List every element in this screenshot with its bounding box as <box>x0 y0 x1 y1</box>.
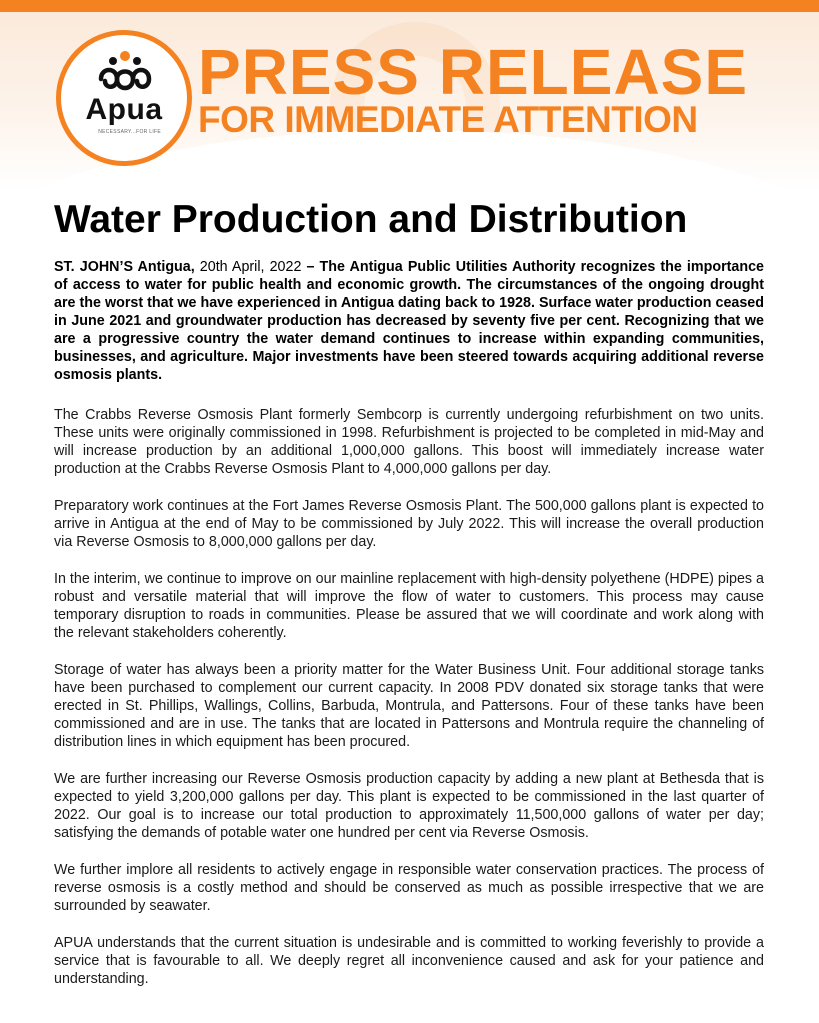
apua-logo-icon <box>97 49 153 95</box>
body-paragraph-storage: Storage of water has always been a priority matter for the Water Business Unit. Four additional storage tanks have been purchased to complement our current capacity. In 2008 PDV donated six storage tanks that were erected in St. Phillips, Wallings, Collins, Barbuda, Montrula, and Pattersons. Four of these tanks have been commissioned and are in use. The tanks that are located in Pattersons and Montrula require the channeling of distribution lines in which equipment has been procured. <box>54 662 764 750</box>
dateline: ST. JOHN’S Antigua, <box>54 259 195 275</box>
release-date: 20th April, 2022 <box>194 259 307 275</box>
body-paragraph-closing: APUA understands that the current situation is undesirable and is committed to working feverishly to provide a service that is favourable to all. We deeply regret all inconvenience caused and ask for your patience and understanding. <box>54 935 764 987</box>
body-paragraph-mainline: In the interim, we continue to improve on our mainline replacement with high-density polyethene (HDPE) pipes a robust and versatile material that will improve the flow of water to customers. This process may cause temporary disruption to roads in communities. Please be assured that we will coordinate and work along with the relevant stakeholders coherently. <box>54 571 764 641</box>
press-release-title: PRESS RELEASE <box>198 36 749 108</box>
logo-wordmark: Apua <box>85 93 163 126</box>
apua-logo <box>56 30 192 166</box>
lead-text: – The Antigua Public Utilities Authority recognizes the importance of access to water for public health and economic growth. The circumstances of the ongoing drought are the worst that we have experienced in Antigua dating back to 1928. Surface water production ceased in June 2021 and groundwater production has decreased by seventy five per cent. Recognizing that we are a progressive country the water demand continues to increase within expanding communities, businesses, and agriculture. Major investments have been steered towards acquiring additional reverse osmosis plants. <box>54 259 764 383</box>
press-release-subtitle: FOR IMMEDIATE ATTENTION <box>198 99 698 140</box>
document-title: Water Production and Distribution <box>54 198 688 241</box>
top-accent-bar <box>0 0 819 12</box>
body-paragraph-crabbs: The Crabbs Reverse Osmosis Plant formerly Sembcorp is currently undergoing refurbishment on two units. These units were originally commissioned in 1998. Refurbishment is projected to be completed in mid-May and will increase production by an additional 1,000,000 gallons. This boost will immediately increase water production at the Crabbs Reverse Osmosis Plant to 4,000,000 gallons per day. <box>54 407 764 477</box>
lead-paragraph <box>54 258 764 384</box>
logo-tagline: NECESSARY...FOR LIFE <box>98 129 161 135</box>
body-paragraph-fort-james: Preparatory work continues at the Fort James Reverse Osmosis Plant. The 500,000 gallons plant is expected to arrive in Antigua at the end of May to be commissioned by July 2022. This will increase the overall production via Reverse Osmosis to 8,000,000 gallons per day. <box>54 498 764 550</box>
press-release-body <box>54 258 764 1007</box>
body-paragraph-bethesda: We are further increasing our Reverse Osmosis production capacity by adding a new plant at Bethesda that is expected to yield 3,200,000 gallons per day. This plant is expected to be commissioned in the last quarter of 2022. Our goal is to increase our total production to approximately 11,500,000 gallons of water per day; satisfying the demands of potable water one hundred per cent via Reverse Osmosis. <box>54 771 764 841</box>
body-paragraph-conservation: We further implore all residents to actively engage in responsible water conservation practices. The process of reverse osmosis is a costly method and should be conserved as much as possible irrespective that we are surrounded by seawater. <box>54 862 764 914</box>
